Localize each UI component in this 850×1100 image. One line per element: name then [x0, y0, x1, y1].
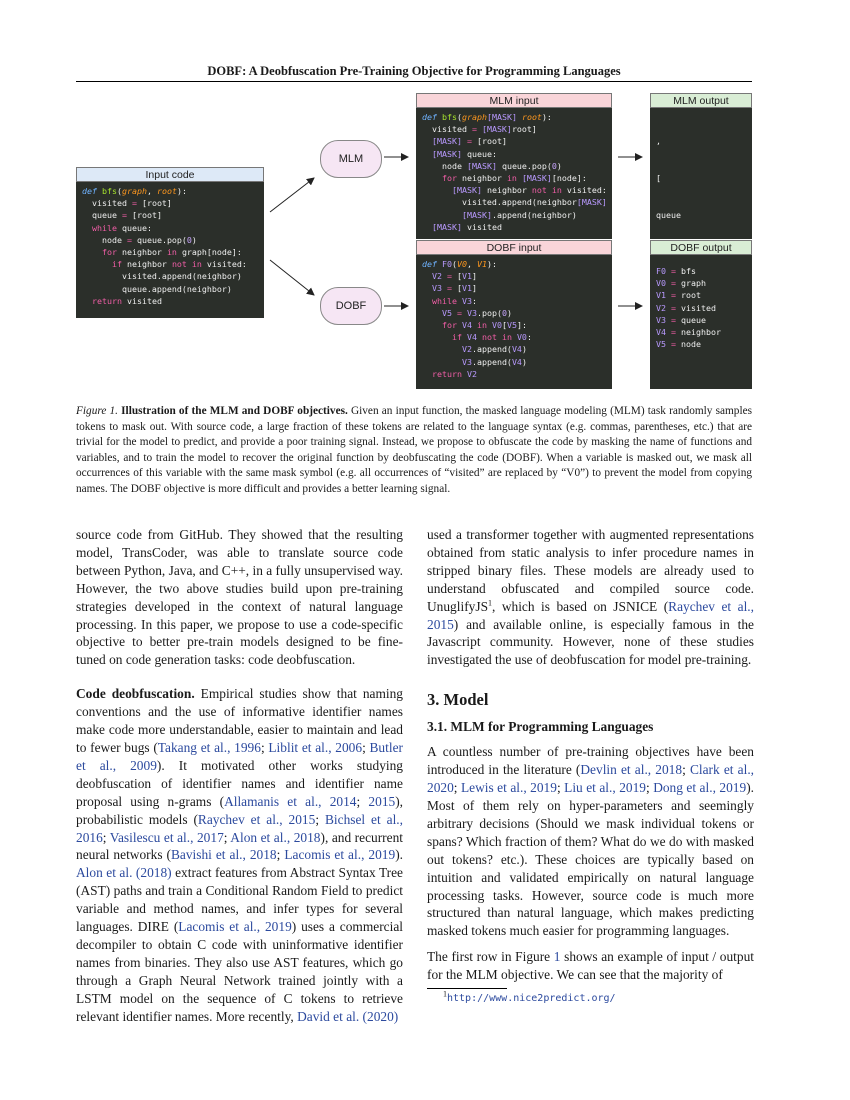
- paragraph-text: A countless number of pre-training objectives have been introduced in the literature (: [427, 744, 754, 778]
- code-token: :: [526, 332, 532, 343]
- code-line: [422, 123, 606, 135]
- code-token: ]: [472, 271, 477, 282]
- code-token: [422, 185, 452, 195]
- code-token: visited: [681, 302, 716, 313]
- code-token: V5: [441, 307, 452, 318]
- code-token: bfs: [441, 112, 457, 122]
- code-token: queue:: [461, 148, 497, 159]
- code-line: [656, 302, 746, 314]
- dobf-input-panel: [416, 240, 612, 389]
- code-line: [422, 282, 606, 294]
- code-token: ):: [541, 112, 552, 122]
- paragraph-gap: [76, 669, 403, 685]
- code-token: neighbor: [121, 246, 167, 257]
- code-token: [MASK]: [451, 185, 482, 196]
- mlm-output-line: [: [656, 173, 661, 183]
- code-token: graph: [121, 186, 147, 196]
- section-gap: [427, 669, 754, 689]
- paragraph-text: ;: [223, 829, 231, 845]
- code-token: V5: [506, 319, 517, 330]
- citation-link[interactable]: Raychev et al., 2015: [197, 811, 316, 827]
- code-line: [422, 221, 606, 233]
- code-token: ): [556, 160, 562, 171]
- paragraph-text: ;: [356, 793, 369, 809]
- citation-link[interactable]: David et al. (2020): [297, 1008, 399, 1024]
- code-token: ): [191, 234, 197, 245]
- dobf-input-title: DOBF input: [416, 240, 612, 255]
- code-token: def: [422, 112, 442, 122]
- code-token: [422, 308, 442, 318]
- code-token: [MASK]: [461, 209, 492, 220]
- paragraph-text: ), probabilistic models (: [76, 793, 404, 827]
- footnote-ref[interactable]: 1: [488, 598, 493, 608]
- code-token: ,: [466, 259, 477, 269]
- code-line: [82, 222, 258, 234]
- code-line: [422, 343, 606, 355]
- code-line: [422, 172, 606, 184]
- paragraph-text: ) uses a commercial decompiler to obtain C code with uninformative identifier names from binaries. They also use AST features, which go through a Graph Neural Network trained jointly with a LSTM model on the sequence of C tokens to retrieve relevant identifier names. More recently,: [76, 919, 403, 1024]
- footnote-rule: [427, 988, 507, 989]
- citation-link[interactable]: 2015: [368, 793, 396, 809]
- code-token: ):: [176, 186, 187, 196]
- code-token: F0: [441, 259, 452, 269]
- code-token: [MASK]: [432, 148, 462, 159]
- code-line: [82, 270, 258, 282]
- code-token: visited.append(neighbor): [82, 271, 242, 282]
- code-line: [82, 295, 258, 307]
- code-token: V4: [511, 344, 522, 355]
- code-token: while: [82, 222, 122, 233]
- citation-link[interactable]: 1: [553, 949, 561, 965]
- code-token: [422, 136, 432, 146]
- code-token: visited: [461, 221, 502, 232]
- code-token: if: [422, 332, 467, 343]
- footnote: [427, 989, 754, 1006]
- code-token: [MASK]: [466, 160, 497, 171]
- code-token: not in: [171, 259, 207, 270]
- code-token: ]: [472, 283, 477, 294]
- code-token: not in: [531, 185, 567, 196]
- code-token: graph[node]:: [181, 246, 242, 257]
- arrow-input-to-mlm: [270, 178, 314, 212]
- code-token: queue.append(neighbor): [82, 283, 232, 294]
- paragraph-text: extract features from Abstract Syntax Tree (AST) paths and train a Conditional Random Field to predict variable and method names, and infer types for several languages. DIRE (: [76, 865, 403, 935]
- paragraph-text: ) and available online, is especially famous in the Javascript community. However, none of these studies investigated the use of deobfuscation for model pre-training.: [427, 616, 754, 668]
- paragraph-text: The first row in Figure: [427, 949, 554, 965]
- code-token: [MASK]: [576, 197, 607, 208]
- code-token: [422, 222, 432, 232]
- mlm-output-line: ,: [656, 136, 661, 147]
- dobf-output-code: [650, 255, 752, 389]
- code-token: for: [422, 319, 462, 330]
- code-token: [422, 210, 462, 220]
- code-token: V1: [462, 271, 472, 282]
- code-token: in: [506, 172, 522, 183]
- code-token: V2: [656, 302, 666, 313]
- citation-link[interactable]: Liblit et al., 2006: [268, 739, 363, 755]
- code-token: [MASK]: [432, 136, 462, 147]
- code-line: [422, 111, 606, 123]
- code-token: graph: [681, 278, 706, 289]
- code-token: [: [457, 283, 462, 294]
- paragraph-text: ;: [260, 739, 269, 755]
- paragraph-text: used a transformer together with augmented representations obtained from static analysis to infer procedure names in stripped binary files. These models are already used to understand obfuscated and compiled source code. UnuglifyJS: [427, 527, 754, 614]
- code-line: [82, 197, 258, 209]
- paragraph-text: ). It motivated other works studying deobfuscation of identifier names and identifier name proposal using n-grams (: [76, 757, 403, 809]
- code-token: neighbor: [481, 185, 532, 196]
- dobf-input-code: [416, 255, 612, 389]
- citation-link[interactable]: Butler et al., 2009: [76, 739, 403, 773]
- code-token: =: [666, 314, 681, 325]
- code-token: if: [82, 259, 127, 270]
- footnote-link[interactable]: http://www.nice2predict.org/: [447, 993, 616, 1005]
- paragraph-text: ;: [102, 829, 110, 845]
- code-token: [node]:: [551, 172, 587, 183]
- code-token: queue: [82, 210, 122, 221]
- code-token: .append(neighbor): [491, 209, 577, 220]
- right-paragraph-1: [427, 526, 754, 669]
- code-token: neighbor: [126, 259, 172, 270]
- left-paragraph-2: [76, 685, 403, 1025]
- code-line: [82, 283, 258, 295]
- code-line: [422, 307, 606, 319]
- code-token: V2: [432, 271, 442, 282]
- code-token: root]: [511, 124, 537, 135]
- code-token: (: [116, 186, 122, 196]
- code-token: V3: [461, 356, 472, 367]
- code-token: [422, 283, 432, 293]
- code-token: V0: [456, 259, 467, 269]
- paragraph-text: , which is based on JSNICE (: [492, 598, 669, 614]
- mlm-output-panel: [650, 93, 752, 239]
- code-token: bfs: [681, 266, 696, 276]
- code-token: [: [501, 319, 507, 330]
- running-title: DOBF: A Deobfuscation Pre-Training Objective for Programming Languages: [207, 64, 621, 78]
- code-token: visited:: [566, 185, 607, 196]
- code-line: [422, 160, 606, 172]
- paragraph-text: ). Most of them rely on hyper-parameters and seemingly arbitrary decisions (Should we mask individual tokens or spans? Which fraction of them? What do we do with masked out tokens? etc.). These choices are typically based on intuition and validated empirically on natural language processing tasks. However, source code is much more structured than natural language, which makes predicting masked tokens much easier for programming languages.: [427, 780, 754, 939]
- code-token: V2: [466, 368, 477, 379]
- code-token: visited: [82, 198, 132, 209]
- code-line: [82, 258, 258, 270]
- code-token: in: [166, 246, 182, 257]
- code-token: def: [422, 259, 442, 269]
- code-token: =: [131, 198, 142, 209]
- code-token: F0: [656, 266, 666, 276]
- code-token: queue.pop(: [136, 234, 187, 245]
- code-token: [422, 271, 432, 281]
- code-line: [422, 356, 606, 368]
- code-token: V0: [656, 278, 666, 289]
- citation-link[interactable]: Raychev et al., 2015: [427, 598, 754, 632]
- code-token: V1: [476, 259, 487, 269]
- code-token: return: [82, 295, 127, 306]
- code-line: [422, 135, 606, 147]
- code-line: [656, 338, 746, 350]
- citation-link[interactable]: Bavishi et al., 2018: [170, 847, 277, 863]
- code-token: V3: [466, 307, 477, 318]
- citation-link[interactable]: Lacomis et al., 2019: [178, 919, 292, 935]
- figure-caption: [76, 404, 752, 498]
- code-line: [422, 184, 606, 196]
- right-paragraph-2: [427, 743, 754, 940]
- paragraph-text: Empirical studies show that naming conventions and the use of informative identifier names make code more understandable, easier to maintain and lead to fewer bugs (: [76, 686, 403, 755]
- code-line: [422, 368, 606, 380]
- footnote-mark: 1: [443, 989, 447, 999]
- code-line: [82, 246, 258, 258]
- code-token: ]:: [516, 319, 527, 330]
- code-token: not in: [476, 332, 517, 343]
- code-line: [82, 209, 258, 221]
- code-token: =: [666, 302, 681, 313]
- code-token: root: [156, 186, 177, 196]
- code-token: V5: [656, 339, 666, 350]
- dobf-objective-label: DOBF: [320, 287, 382, 325]
- left-paragraph-1: [76, 526, 403, 669]
- code-token: queue: [681, 314, 706, 325]
- code-token: =: [451, 307, 467, 318]
- citation-link[interactable]: Allamanis et al., 2014: [224, 793, 357, 809]
- right-paragraph-3: [427, 948, 754, 984]
- mlm-input-title: MLM input: [416, 93, 612, 108]
- code-token: V4: [466, 332, 477, 343]
- code-line: [422, 270, 606, 282]
- code-line: [422, 258, 606, 270]
- paragraph-text: ;: [362, 739, 370, 755]
- subsection-title: 3.1. MLM for Programming Languages: [427, 719, 654, 735]
- code-token: neighbor: [681, 326, 721, 337]
- code-token: V3: [656, 314, 666, 325]
- code-token: bfs: [101, 186, 117, 196]
- code-token: root: [681, 290, 701, 301]
- dobf-output-title: DOBF output: [650, 240, 752, 255]
- code-token: .append(: [471, 356, 512, 367]
- code-token: while: [422, 295, 462, 306]
- left-column: [76, 526, 403, 1025]
- dobf-output-panel: [650, 240, 752, 389]
- code-token: =: [126, 234, 137, 245]
- code-token: V3: [432, 283, 442, 294]
- code-token: ): [506, 307, 512, 318]
- code-token: ): [521, 344, 527, 355]
- code-token: V1: [462, 283, 472, 294]
- code-token: .append(: [471, 344, 512, 355]
- code-token: node: [681, 339, 701, 350]
- code-token: V1: [656, 290, 666, 301]
- code-token: V2: [461, 344, 472, 355]
- paragraph-lead: Code deobfuscation.: [76, 686, 195, 702]
- code-token: ):: [486, 259, 497, 269]
- citation-link[interactable]: Bichsel et al., 2016: [76, 811, 403, 845]
- code-token: for: [82, 246, 122, 257]
- code-token: V4: [511, 356, 522, 367]
- figure-1: [76, 90, 752, 390]
- code-token: [422, 344, 462, 354]
- paragraph-text: source code from GitHub. They showed that the resulting model, TransCoder, was able to translate source code between Python, Java, and C++, in a fully unsupervised way. However, the two above studies build upon pre-training strategies developed in the context of natural language processing. In this paper, we propose to use a code-specific objective to better pre-train models designed to be fine-tuned on code generation tasks: code deobfuscation.: [76, 527, 403, 668]
- code-token: [422, 357, 462, 367]
- caption-bold: Illustration of the MLM and DOBF objectives.: [121, 405, 348, 417]
- mlm-input-panel: [416, 93, 612, 239]
- code-token: def: [82, 186, 102, 196]
- code-token: [: [457, 271, 462, 282]
- code-line: [422, 295, 606, 307]
- mlm-output-code: [650, 108, 752, 239]
- paragraph-text: ;: [276, 847, 285, 863]
- code-token: 0: [551, 160, 557, 171]
- mlm-output-title: MLM output: [650, 93, 752, 108]
- code-line: [656, 326, 746, 338]
- code-token: .pop(: [476, 307, 502, 318]
- code-line: [422, 209, 606, 221]
- citation-link[interactable]: Dong et al., 2019: [653, 780, 747, 796]
- section-title: 3. Model: [427, 690, 489, 710]
- code-token: =: [471, 124, 482, 135]
- citation-link[interactable]: Lewis et al., 2019: [460, 780, 557, 796]
- code-token: =: [666, 339, 681, 350]
- paragraph-text: ).: [395, 847, 403, 863]
- code-token: V0: [516, 332, 527, 343]
- code-token: graph: [461, 112, 487, 122]
- paragraph-text: ;: [315, 811, 325, 827]
- code-token: =: [666, 278, 681, 289]
- citation-link[interactable]: Alon et al. (2018): [76, 865, 172, 881]
- code-token: [root]: [131, 210, 162, 221]
- code-token: for: [422, 172, 462, 183]
- code-token: neighbor: [461, 172, 507, 183]
- code-token: ): [521, 356, 527, 367]
- code-token: 0: [501, 307, 507, 318]
- code-token: =: [666, 290, 681, 301]
- code-token: [MASK]: [481, 124, 512, 135]
- code-line: [656, 277, 746, 289]
- mlm-input-code: [416, 108, 612, 239]
- code-token: =: [666, 266, 681, 276]
- code-token: visited: [422, 124, 472, 135]
- code-token: queue.pop(: [496, 160, 552, 171]
- code-token: =: [121, 210, 132, 221]
- code-line: [422, 319, 606, 331]
- code-token: visited: [126, 295, 162, 306]
- code-token: ,: [146, 186, 157, 196]
- paragraph-text: ;: [453, 780, 461, 796]
- citation-link[interactable]: Vasilescu et al., 2017: [109, 829, 224, 845]
- code-token: [MASK]: [486, 112, 517, 122]
- code-token: node: [422, 160, 467, 171]
- code-token: =: [442, 283, 457, 294]
- code-token: (: [456, 112, 462, 122]
- paragraph-text: shows an example of input / output for the MLM objective. We can see that the majority of: [427, 949, 755, 983]
- code-token: =: [461, 136, 477, 147]
- code-token: [MASK]: [521, 172, 552, 183]
- citation-link[interactable]: Takang et al., 1996: [157, 739, 261, 755]
- code-token: root: [516, 112, 542, 122]
- mlm-objective-label: MLM: [320, 140, 382, 178]
- code-token: [root]: [476, 136, 507, 147]
- code-token: V3: [461, 295, 472, 306]
- code-line: [656, 314, 746, 326]
- code-line: [422, 148, 606, 160]
- input-code-panel: [76, 167, 264, 318]
- caption-label: Figure 1.: [76, 405, 118, 417]
- citation-link[interactable]: Liu et al., 2019: [564, 780, 646, 796]
- code-token: visited.append(neighbor: [422, 197, 577, 208]
- header-rule: [76, 81, 752, 82]
- citation-link[interactable]: Lacomis et al., 2019: [284, 847, 396, 863]
- code-token: [root]: [141, 198, 172, 209]
- paragraph-text: ), and recurrent neural networks (: [76, 829, 404, 863]
- code-token: :: [471, 295, 477, 306]
- code-token: V0: [491, 319, 502, 330]
- code-line: [422, 331, 606, 343]
- code-line: [82, 185, 258, 197]
- code-token: =: [442, 271, 457, 282]
- code-line: [422, 196, 606, 208]
- code-token: V4: [461, 319, 472, 330]
- paragraph-gap: [427, 940, 754, 948]
- code-line: [82, 234, 258, 246]
- code-line: [656, 289, 746, 301]
- code-token: [422, 149, 432, 159]
- caption-text: Given an input function, the masked language modeling (MLM) task randomly samples tokens to mask out. With source code, a large fraction of these tokens are related to the language syntax (e.g. commas, parentheses, etc.) that are trivial for the model to predict, and provide a poor training signal. Instead, we propose to obfuscate the code by masking the name of functions and variables, and to train the model to recover the original function by deobfuscating the code (DOBF). When a variable is masked out, we mask all occurrences of this variable with the same mask symbol (e.g. all occurrences of “visited” are replaced by “V0”) to prevent the model from copying names. The DOBF objective is more difficult and provides a better learning signal.: [76, 405, 752, 495]
- paragraph-text: ;: [682, 762, 690, 778]
- code-token: (: [451, 259, 457, 269]
- paragraph-text: ;: [556, 780, 565, 796]
- input-code-block: [76, 182, 264, 318]
- code-token: in: [471, 319, 492, 330]
- code-token: 0: [186, 234, 192, 245]
- code-line: [656, 265, 746, 277]
- citation-link[interactable]: Alon et al., 2018: [230, 829, 321, 845]
- code-token: V4: [656, 326, 666, 337]
- citation-link[interactable]: Devlin et al., 2018: [580, 762, 683, 778]
- code-token: [MASK]: [432, 221, 462, 232]
- code-token: node: [82, 234, 127, 245]
- code-token: =: [666, 326, 681, 337]
- code-token: visited:: [206, 259, 247, 270]
- citation-link[interactable]: Clark et al., 2020: [427, 762, 755, 796]
- input-code-title: Input code: [76, 167, 264, 182]
- arrow-input-to-dobf: [270, 260, 314, 295]
- code-token: queue:: [121, 222, 152, 233]
- code-token: return: [422, 368, 467, 379]
- right-column: [427, 526, 754, 1006]
- paragraph-text: ;: [645, 780, 654, 796]
- mlm-output-line: queue: [656, 209, 681, 220]
